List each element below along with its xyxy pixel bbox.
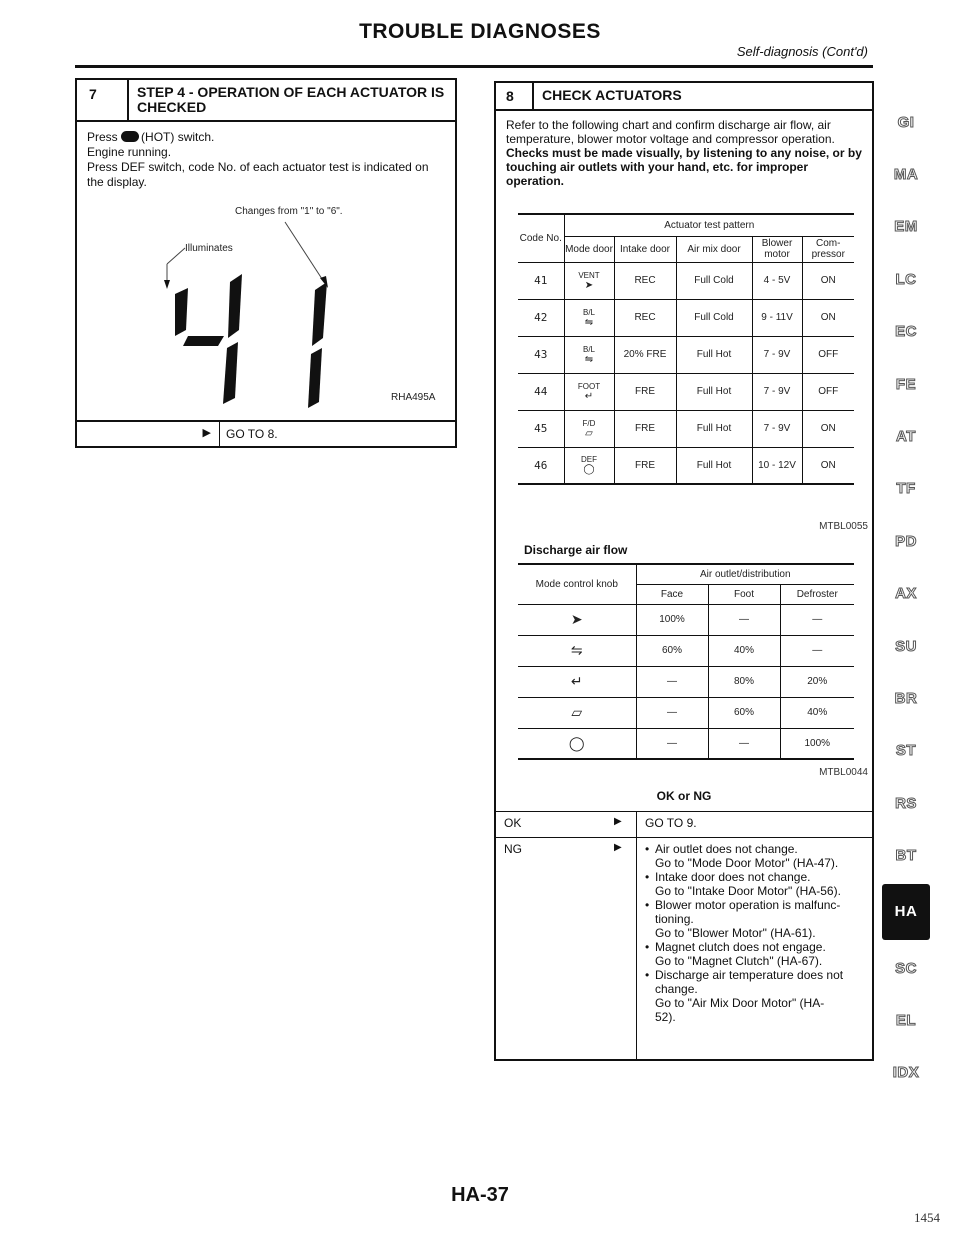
table-cell: 100% (636, 604, 708, 635)
step-8-intro (496, 111, 872, 188)
mode-cell (564, 373, 614, 410)
col-header-code: Code No. (518, 214, 564, 262)
table-cell: 100% (780, 728, 854, 759)
index-tab-rs[interactable]: RS (895, 794, 917, 812)
code-cell: 42 (518, 299, 564, 336)
index-tab-ma[interactable]: MA (893, 166, 919, 184)
mode-label: DEF (581, 455, 597, 465)
table-row (518, 635, 854, 666)
table-cell: ON (802, 447, 854, 484)
index-tab-gi[interactable]: GI (897, 113, 915, 131)
table-cell: 60% (708, 697, 780, 728)
table-cell: 10 - 12V (752, 447, 802, 484)
index-tab-ha[interactable]: HA (882, 884, 930, 940)
page-code: HA-37 (451, 1184, 509, 1206)
table-row (518, 728, 854, 759)
col-header: Air mix door (676, 236, 752, 262)
goto-link[interactable]: GO TO 9. (636, 812, 872, 837)
page-title: TROUBLE DIAGNOSES (359, 20, 601, 43)
result-arrow-icon: ▶ (614, 816, 622, 827)
vent-mode-icon: ➤ (518, 604, 636, 635)
index-tab-su[interactable]: SU (895, 637, 917, 655)
ok-label: OK (504, 816, 522, 830)
index-tab-bt[interactable]: BT (895, 847, 917, 865)
table-cell: — (780, 635, 854, 666)
discharge-air-flow-table (518, 563, 854, 760)
mode-label: B/L (582, 344, 595, 354)
table-cell: Full Hot (676, 410, 752, 447)
col-header: Defroster (780, 584, 854, 604)
ok-result-row (496, 811, 872, 837)
table-cell: — (708, 604, 780, 635)
table-cell: 7 - 9V (752, 410, 802, 447)
foot-defrost-mode-icon: ▱ (585, 427, 593, 439)
page-subtitle: Self-diagnosis (Cont'd) (736, 44, 868, 59)
hot-switch-text: (HOT) switch. (141, 130, 215, 144)
table-cell: OFF (802, 336, 854, 373)
code-cell: 45 (518, 410, 564, 447)
display-figure (87, 190, 445, 420)
mode-cell (564, 336, 614, 373)
bilevel-mode-icon: ⇋ (584, 316, 594, 328)
index-tab-pd[interactable]: PD (895, 532, 917, 550)
figure-code: RHA495A (391, 392, 436, 403)
instruction-line (87, 130, 445, 145)
section-index (882, 96, 930, 1099)
figure-label-illuminates: Illuminates (185, 243, 233, 254)
mode-cell (564, 447, 614, 484)
table-row (518, 336, 854, 373)
table-row (518, 373, 854, 410)
step-number: 8 (496, 83, 534, 109)
goto-link[interactable]: GO TO 8. (219, 422, 455, 446)
step-title: STEP 4 - OPERATION OF EACH ACTUATOR IS CHECKED (137, 84, 445, 115)
foot-defrost-mode-icon: ▱ (518, 697, 636, 728)
code-cell: 41 (518, 262, 564, 299)
ng-label: NG (504, 842, 522, 856)
table-row (518, 410, 854, 447)
mode-cell (564, 262, 614, 299)
table-cell: ON (802, 410, 854, 447)
table-cell: 80% (708, 666, 780, 697)
table-cell: Full Cold (676, 262, 752, 299)
col-header: Foot (708, 584, 780, 604)
table-cell: 4 - 5V (752, 262, 802, 299)
table-row (518, 604, 854, 635)
step-7-box (75, 78, 457, 448)
step-7-result (77, 420, 455, 446)
bilevel-mode-icon: ⇋ (518, 635, 636, 666)
step-7-body (77, 122, 455, 420)
discharge-air-flow-title: Discharge air flow (524, 543, 628, 557)
col-header: Face (636, 584, 708, 604)
table-cell: FRE (614, 410, 676, 447)
instruction-line: Press DEF switch, code No. of each actuator test is indicated on the display. (87, 160, 429, 189)
index-tab-tf[interactable]: TF (896, 480, 916, 498)
list-item: • Magnet clutch does not engage. Go to "Magnet Clutch" (HA-67). (645, 940, 864, 968)
ng-actions (636, 838, 872, 1059)
table-cell: 60% (636, 635, 708, 666)
table-cell: — (780, 604, 854, 635)
mode-label: FOOT (577, 381, 601, 391)
press-label: Press (87, 130, 118, 144)
mode-label: VENT (578, 270, 600, 280)
table-cell: ON (802, 262, 854, 299)
table-cell: REC (614, 262, 676, 299)
table-cell: 7 - 9V (752, 336, 802, 373)
table-cell: 9 - 11V (752, 299, 802, 336)
list-item: • Discharge air temperature does not change. Go to "Air Mix Door Motor" (HA- 52). (645, 968, 864, 1024)
defrost-mode-icon: ◯ (583, 464, 595, 476)
table-row (518, 666, 854, 697)
mode-label: F/D (582, 418, 596, 428)
mode-cell (564, 410, 614, 447)
table-cell: — (636, 728, 708, 759)
code-cell: 43 (518, 336, 564, 373)
table-cell: 40% (780, 697, 854, 728)
step-8-header (496, 83, 872, 111)
table-row (518, 447, 854, 484)
table-row (518, 299, 854, 336)
index-tab-idx[interactable]: IDX (892, 1064, 920, 1082)
intro-bold-text: Checks must be made visually, by listening to any noise, or by touching air outlets with your hand, etc. for improper operation. (506, 146, 862, 188)
index-tab-st[interactable]: ST (895, 742, 917, 760)
list-item: • Blower motor operation is malfunc- tioning. Go to "Blower Motor" (HA-61). (645, 898, 864, 940)
mode-cell (564, 299, 614, 336)
actuator-test-table (518, 213, 854, 485)
table-row (518, 262, 854, 299)
table-cell: 7 - 9V (752, 373, 802, 410)
col-header: Mode door (564, 236, 614, 262)
step-title: CHECK ACTUATORS (542, 87, 682, 103)
list-item: • Intake door does not change. Go to "Intake Door Motor" (HA-56). (645, 870, 864, 898)
table-cell: REC (614, 299, 676, 336)
display-digits-illustration (87, 190, 447, 420)
group-header: Air outlet/distribution (636, 564, 854, 584)
foot-mode-icon: ↵ (584, 390, 594, 402)
step-8-box (494, 81, 874, 1061)
table-cell: Full Hot (676, 336, 752, 373)
table-cell: ON (802, 299, 854, 336)
index-tab-em[interactable]: EM (894, 218, 918, 236)
index-tab-sc[interactable]: SC (895, 959, 917, 977)
table-cell: FRE (614, 447, 676, 484)
index-tab-ec[interactable]: EC (895, 323, 917, 341)
instruction-line: Engine running. (87, 145, 172, 159)
mode-label: B/L (582, 307, 595, 317)
table-cell: — (708, 728, 780, 759)
vent-mode-icon: ➤ (584, 279, 594, 291)
ok-or-ng-label: OK or NG (656, 789, 712, 803)
col-header: Intake door (614, 236, 676, 262)
col-header: Com-pressor (802, 236, 854, 262)
table-ref-code: MTBL0055 (819, 521, 868, 532)
col-header-mode: Mode control knob (518, 564, 636, 604)
defrost-mode-icon: ◯ (518, 728, 636, 759)
index-tab-ax[interactable]: AX (895, 585, 917, 603)
bilevel-mode-icon: ⇋ (584, 353, 594, 365)
index-tab-lc[interactable]: LC (895, 270, 917, 288)
table-cell: Full Hot (676, 447, 752, 484)
list-item: • Air outlet does not change. Go to "Mode Door Motor" (HA-47). (645, 842, 864, 870)
result-arrow-icon: ▶ (202, 427, 211, 439)
table-cell: Full Cold (676, 299, 752, 336)
col-header: Blower motor (752, 236, 802, 262)
index-tab-br[interactable]: BR (894, 689, 918, 707)
table-cell: — (636, 666, 708, 697)
result-arrow-icon: ▶ (614, 842, 622, 853)
figure-label-changes: Changes from "1" to "6". (235, 206, 343, 217)
foot-mode-icon: ↵ (518, 666, 636, 697)
ng-result-row (496, 837, 872, 1059)
table-ref-code: MTBL0044 (819, 767, 868, 778)
code-cell: 44 (518, 373, 564, 410)
table-cell: FRE (614, 373, 676, 410)
table-cell: 20% (780, 666, 854, 697)
index-tab-at[interactable]: AT (896, 428, 916, 446)
index-tab-fe[interactable]: FE (895, 375, 917, 393)
title-rule (75, 65, 873, 68)
step-number: 7 (77, 80, 129, 120)
step-7-header (77, 80, 455, 122)
group-header: Actuator test pattern (564, 214, 854, 236)
page-number: 1454 (914, 1210, 940, 1225)
table-cell: 40% (708, 635, 780, 666)
table-cell: OFF (802, 373, 854, 410)
hot-switch-icon (121, 131, 139, 142)
code-cell: 46 (518, 447, 564, 484)
table-row (518, 697, 854, 728)
index-tab-el[interactable]: EL (895, 1011, 917, 1029)
table-cell: Full Hot (676, 373, 752, 410)
table-cell: — (636, 697, 708, 728)
intro-text: Refer to the following chart and confirm discharge air flow, air temperature, blower motor voltage and compressor operation. (506, 118, 835, 146)
table-cell: 20% FRE (614, 336, 676, 373)
